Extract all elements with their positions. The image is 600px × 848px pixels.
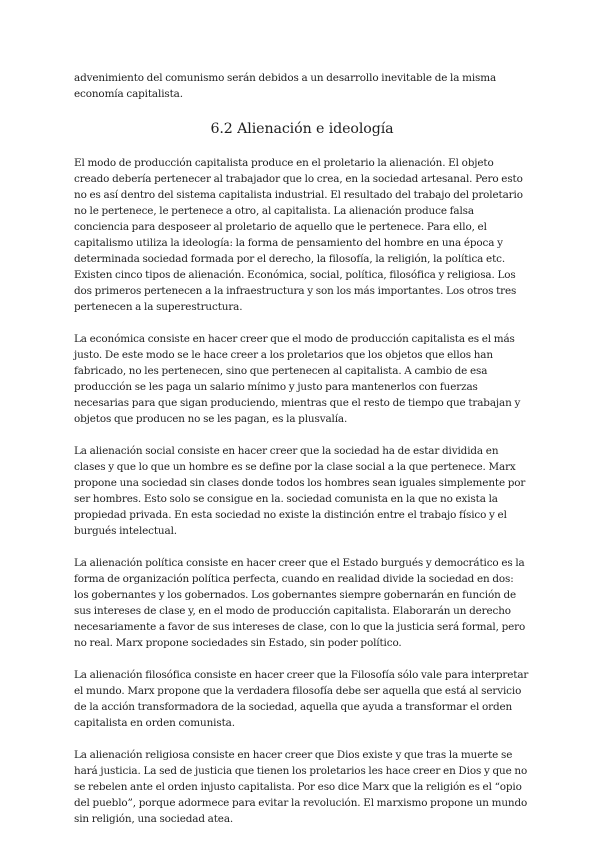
paragraph-social-alienation: La alienación social consiste en hacer creer que la sociedad ha de estar dividida en clases y que lo que un hombre es se define por la clase social a la que pertenece. Marx propone una sociedad sin clases donde todos los hombres sean iguales simplemente por ser hombres. Esto solo se consigue en la. sociedad comunista en la que no exista la propiedad privada. En esta sociedad no existe la distinción entre el trabajo físico y el burgués intelectual.	[74, 445, 526, 537]
paragraph-religious-alienation: La alienación religiosa consiste en hacer creer que Dios existe y que tras la muerte se hará justicia. La sed de justicia que tienen los proletarios les hace creer en Dios y que no se rebelen ante el orden injusto capitalista. Por eso dice Marx que la religión es el “opio del pueblo”, porque adormece para evitar la revolución. El marxismo propone un mundo sin religión, una sociedad atea.	[74, 749, 528, 825]
section-heading: 6.2 Alienación e ideología	[210, 121, 394, 137]
continuation-paragraph: advenimiento del comunismo serán debidos a un desarrollo inevitable de la misma economía capitalista.	[74, 72, 497, 100]
paragraph-philosophical-alienation: La alienación filosófica consiste en hacer creer que la Filosofía sólo vale para interpretar el mundo. Marx propone que la verdadera filosofía debe ser aquella que está al servicio de la acción transformadora de la sociedad, aquella que ayuda a transformar el orden capitalista en orden comunista.	[74, 669, 529, 729]
paragraph-economic-alienation: La económica consiste en hacer creer que el modo de producción capitalista es el más justo. De este modo se le hace creer a los proletarios que los objetos que ellos han fabricado, no les pertenecen, sino que pertenecen al capitalista. A cambio de esa producción se les paga un salario mínimo y justo para mantenerlos con fuerzas necesarias para que sigan produciendo, mientras que el resto de tiempo que trabajan y objetos que producen no se les pagan, es la plusvalía.	[74, 333, 521, 425]
paragraph-intro-alienation: El modo de producción capitalista produce en el proletario la alienación. El objeto creado debería pertenecer al trabajador que lo crea, en la sociedad artesanal. Pero esto no es así dentro del sistema capitalista industrial. El resultado del trabajo del proletario no le pertenece, le pertenece a otro, al capitalista. La alienación produce falsa conciencia para desposeer al proletario de aquello que le pertenece. Para ello, el capitalismo utiliza la ideología: la forma de pensamiento del hombre en una época y determinada sociedad formada por el derecho, la filosofía, la religión, la política etc. Existen cinco tipos de alienación. Económica, social, política, filosófica y religiosa. Los dos primeros pertenecen a la infraestructura y son los más importantes. Los otros tres pertenecen a la superestructura.	[74, 157, 523, 313]
paragraph-political-alienation: La alienación política consiste en hacer creer que el Estado burgués y democrático es la forma de organización política perfecta, cuando en realidad divide la sociedad en dos: los gobernantes y los gobernados. Los gobernantes siempre gobernarán en función de sus intereses de clase y, en el modo de producción capitalista. Elaborarán un derecho necesariamente a favor de sus intereses de clase, con lo que la justicia será formal, pero no real. Marx propone sociedades sin Estado, sin poder político.	[74, 557, 526, 649]
